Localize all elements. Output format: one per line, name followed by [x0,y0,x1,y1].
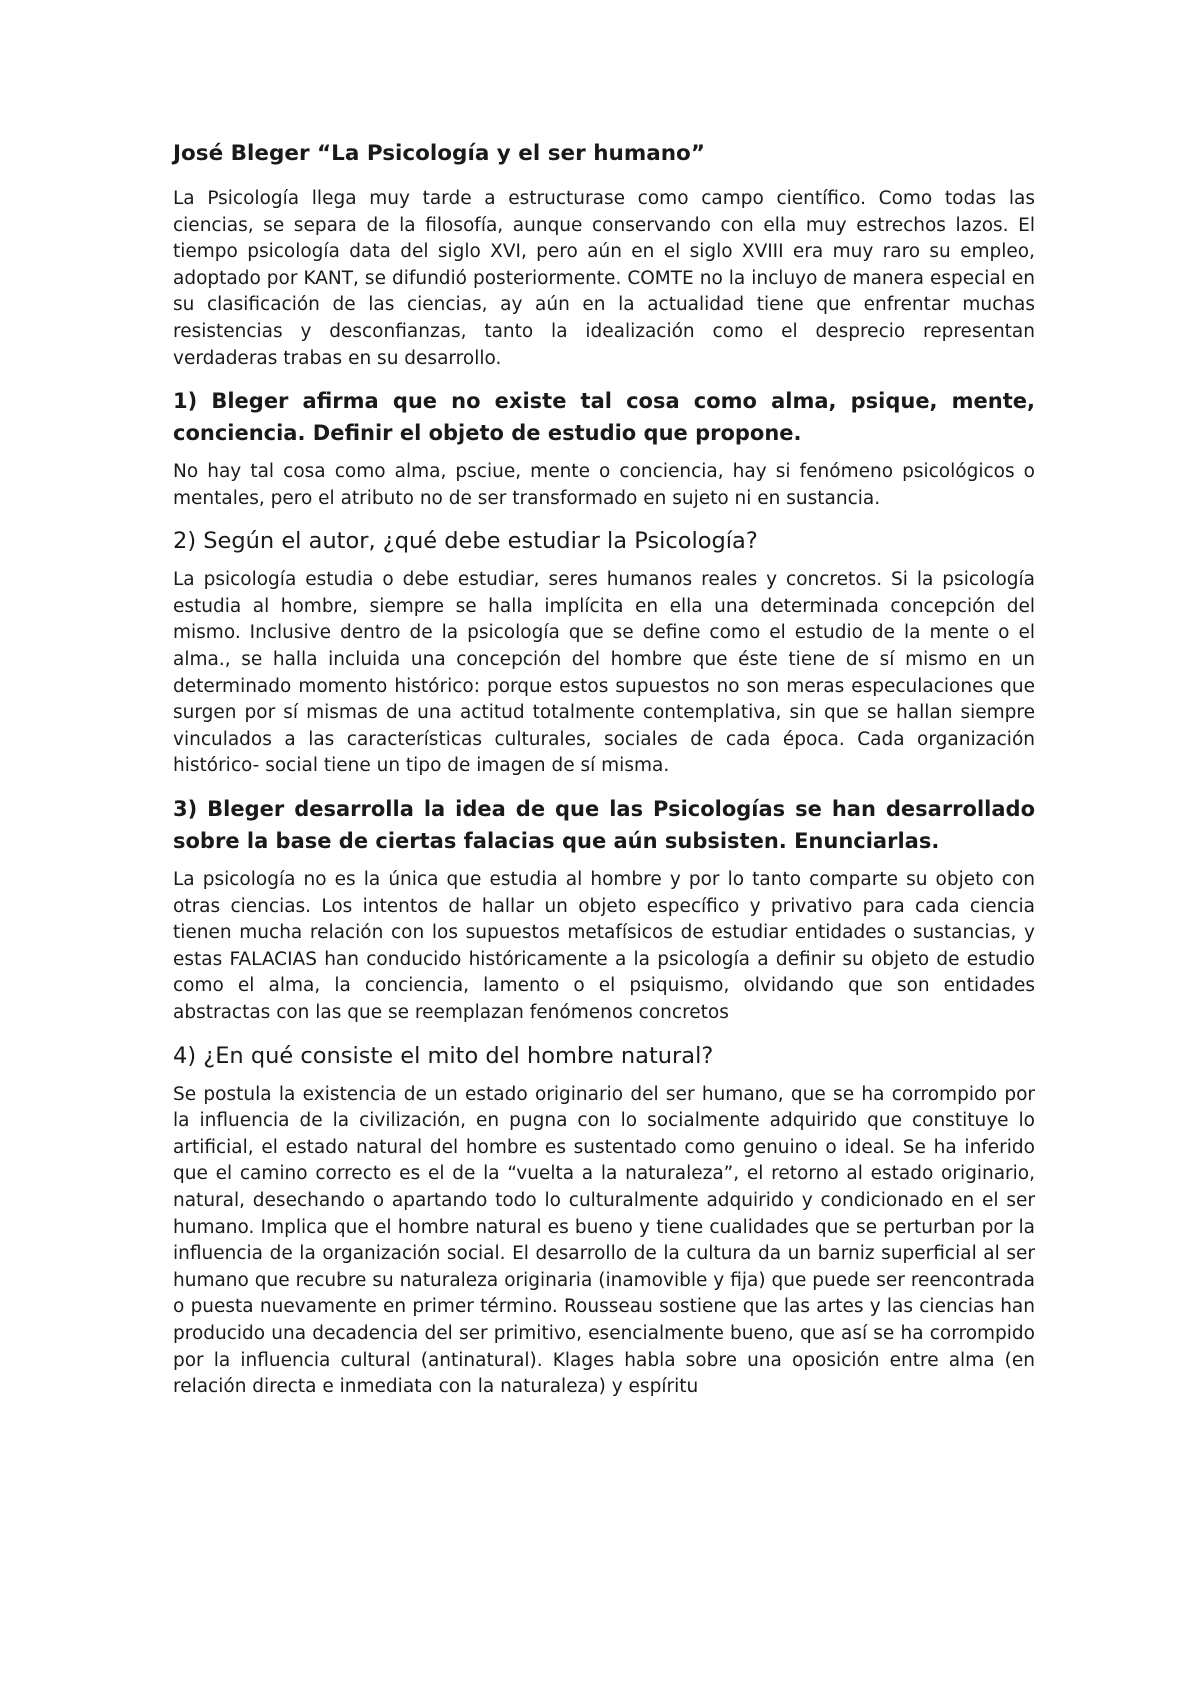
question-2-heading: 2) Según el autor, ¿qué debe estudiar la Psicología? [173,528,758,555]
answer-2-paragraph: La psicología estudia o debe estudiar, seres humanos reales y concretos. Si la psicología estudia al hombre, siempre se halla implícita en ella una determinada concepción del mismo. Inclusive dentro de la psicología que se define como el estudio de la mente o el alma., se halla incluida una concepción del hombre que éste tiene de sí mismo en un determinado momento histórico: porque estos supuestos no son meras especulaciones que surgen por sí mismas de una actitud totalmente contemplativa, sin que se hallan siempre vinculados a las características culturales, sociales de cada época. Cada organización histórico- social tiene un tipo de imagen de sí misma. [173,569,1035,777]
intro-paragraph: La Psicología llega muy tarde a estructurase como campo científico. Como todas las ciencias, se separa de la filosofía, aunque conservando con ella muy estrechos lazos. El tiempo psicología data del siglo XVI, pero aún en el siglo XVIII era muy raro su empleo, adoptado por KANT, se difundió posteriormente. COMTE no la incluyo de manera especial en su clasificación de las ciencias, ay aún en la actualidad tiene que enfrentar muchas resistencias y desconfianzas, tanto la idealización como el desprecio representan verdaderas trabas en su desarrollo. [173,187,1035,369]
question-1-heading: 1) Bleger afirma que no existe tal cosa como alma, psique, mente, conciencia. Definir el objeto de estudio que propone. [173,389,1035,446]
answer-4-paragraph: Se postula la existencia de un estado originario del ser humano, que se ha corrompido por la influencia de la civilización, en pugna con lo socialmente adquirido que constituye lo artificial, el estado natural del hombre es sustentado como genuino o ideal. Se ha inferido que el camino correcto es el de la “vuelta a la naturaleza”, el retorno al estado originario, natural, desechando o apartando todo lo culturalmente adquirido y condicionado en el ser humano. Implica que el hombre natural es bueno y tiene cualidades que se perturban por la influencia de la organización social. El desarrollo de la cultura da un barniz superficial al ser humano que recubre su naturaleza originaria (inamovible y fija) que puede ser reencontrada o puesta nuevamente en primer término. Rousseau sostiene que las artes y las ciencias han producido una decadencia del ser primitivo, esencialmente bueno, que así se ha corrompido por la influencia cultural (antinatural). Klages habla sobre una oposición entre alma (en relación directa e inmediata con la naturaleza) y espíritu [173,1083,1035,1398]
answer-1-paragraph: No hay tal cosa como alma, psciue, mente o conciencia, hay si fenómeno psicológicos o mentales, pero el atributo no de ser transformado en sujeto ni en sustancia. [173,461,1035,509]
question-3-heading: 3) Bleger desarrolla la idea de que las Psicologías se han desarrollado sobre la base de ciertas falacias que aún subsisten. Enunciarlas. [173,797,1035,854]
question-4-heading: 4) ¿En qué consiste el mito del hombre natural? [173,1042,714,1069]
document-page [173,140,1035,1401]
answer-3-paragraph: La psicología no es la única que estudia al hombre y por lo tanto comparte su objeto con otras ciencias. Los intentos de hallar un objeto específico y privativo para cada ciencia tienen mucha relación con los supuestos metafísicos de estudiar entidades o sustancias, y estas FALACIAS han conducido históricamente a la psicología a definir su objeto de estudio como el alma, la conciencia, lamento o el psiquismo, olvidando que son entidades abstractas con las que se reemplazan fenómenos concretos [173,869,1035,1023]
document-title: José Bleger “La Psicología y el ser humano” [173,141,705,166]
